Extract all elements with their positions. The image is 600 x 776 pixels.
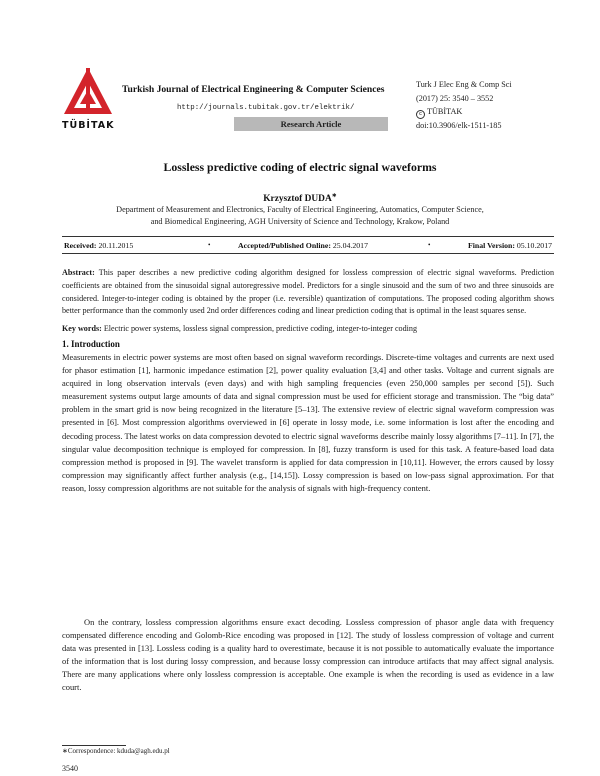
keywords-text: Electric power systems, lossless signal compression, predictive coding, integer-to-integer coding xyxy=(103,324,417,333)
copyright-line xyxy=(416,105,556,119)
final-value: 05.10.2017 xyxy=(516,241,552,250)
received-label: Received: xyxy=(64,241,97,250)
accepted-date xyxy=(238,237,368,254)
author-text: Krzysztof DUDA xyxy=(263,194,332,205)
journal-title: Turkish Journal of Electrical Engineering & Computer Sciences xyxy=(122,84,385,95)
received-date xyxy=(64,237,133,254)
citation-journal: Turk J Elec Eng & Comp Sci xyxy=(416,80,512,89)
author-affiliation xyxy=(90,204,510,227)
paper-title: Lossless predictive coding of electric signal waveforms xyxy=(163,160,437,174)
affiliation-line-2: and Biomedical Engineering, AGH University of Science and Technology, Krakow, Poland xyxy=(150,216,450,226)
abstract xyxy=(62,267,554,318)
keywords-label: Key words: xyxy=(62,324,102,333)
tubitak-logo xyxy=(62,66,114,128)
accepted-label: Accepted/Published Online: xyxy=(238,241,331,250)
journal-header xyxy=(62,66,552,136)
article-type-badge: Research Article xyxy=(234,117,388,131)
author-mark: ∗ xyxy=(331,193,337,199)
copyright-icon: c xyxy=(416,110,425,119)
tubitak-wordmark: TÜBİTAK xyxy=(62,120,115,131)
correspondence-footnote: ∗Correspondence: kduda@agh.edu.pl xyxy=(62,747,170,755)
abstract-text: This paper describes a new predictive coding algorithm designed for lossless compression of electric signal waveforms. Prediction coefficients are obtained from the sinusoidal signal autoregressive model. Predictors for a single sinusoid and the sum of two and three sinusoids are considered. Integer-to-integer coding is obtained by the proper (i.e. reversible) quantization of computations. The proposed coding algorithm shows better performance than the commonly used 2nd order differences coding and linear prediction coding that is optimal in the least squares sense. xyxy=(62,268,555,316)
final-date xyxy=(468,237,552,254)
journal-url-link[interactable]: http://journals.tubitak.gov.tr/elektrik/ xyxy=(177,104,355,112)
accepted-value: 25.04.2017 xyxy=(332,241,368,250)
citation-meta xyxy=(416,78,556,133)
date-separator-2: • xyxy=(428,241,431,249)
author-name xyxy=(0,192,600,204)
date-separator-1: • xyxy=(208,241,211,249)
publication-dates xyxy=(62,236,554,254)
keywords xyxy=(62,323,554,335)
tubitak-logo-icon xyxy=(62,66,114,118)
abstract-label: Abstract: xyxy=(62,268,95,277)
received-value: 20.11.2015 xyxy=(98,241,134,250)
footnote-rule xyxy=(62,745,126,746)
affiliation-line-1: Department of Measurement and Electronics, Faculty of Electrical Engineering, Automatics, Computer Science, xyxy=(116,205,484,214)
section-heading: 1. Introduction xyxy=(62,339,120,349)
intro-paragraph-2: On the contrary, lossless compression algorithms ensure exact decoding. Lossless compression of phasor angle data with frequency compensated difference encoding and Golomb-Rice encoding was proposed in [12]. The study of lossless compression of voltage and current data was presented in [13]. Lossless coding is a quality hard to overestimate, because it is not possible to automatically evaluate the importance of the information that is lost during lossy compression, and because lossy compression can introduce artifacts that may affect signal analysis. There are many applications where only lossless compression is acceptable. One example is when the recording is used as evidence in a law court. xyxy=(62,617,554,693)
final-label: Final Version: xyxy=(467,241,515,250)
doi-link[interactable]: doi:10.3906/elk-1511-185 xyxy=(416,121,502,130)
copyright-holder: TÜBİTAK xyxy=(427,107,463,116)
intro-paragraph-1: Measurements in electric power systems are most often based on signal waveform recordings. Discrete-time voltages and currents are next used for phasor estimation [1], harmonic impedance estimation [2], power quality evaluation [3,4] and other tasks. Voltage and current signals are acquired in long observation intervals (even days) and with high sampling frequencies (even 250,000 samples per second [5]). Such measurement systems output large amounts of data and signal compression must be used for efficient storage and transmission. The “big data” problem in the smart grid is now being recognized in the literature [5–13]. The extensive review of electric signal waveform compression was presented in [6]. Most compression algorithms overviewed in [6] operate in lossy mode, i.e. some information is lost after the encoding and decoding process. The latest works on data compression devoted to electric signal waveforms describe mainly lossy algorithms [7–11]. In [7], the singular value decomposition technique is employed for compression. In [8], fuzzy transform is used for this task. A feature-based load data compression method is proposed in [9]. The wavelet transform is applied for data compression in [10,11]. However, the errors caused by lossy compression may significantly affect further analysis (e.g., [14,15]). Lossy compression is based on low-pass signal approximation. For that reason, lossy compression algorithms are not suitable for the analysis of signals with high-frequency content. xyxy=(62,352,554,493)
citation-volume: (2017) 25: 3540 – 3552 xyxy=(416,93,494,103)
page-number: 3540 xyxy=(62,764,78,773)
